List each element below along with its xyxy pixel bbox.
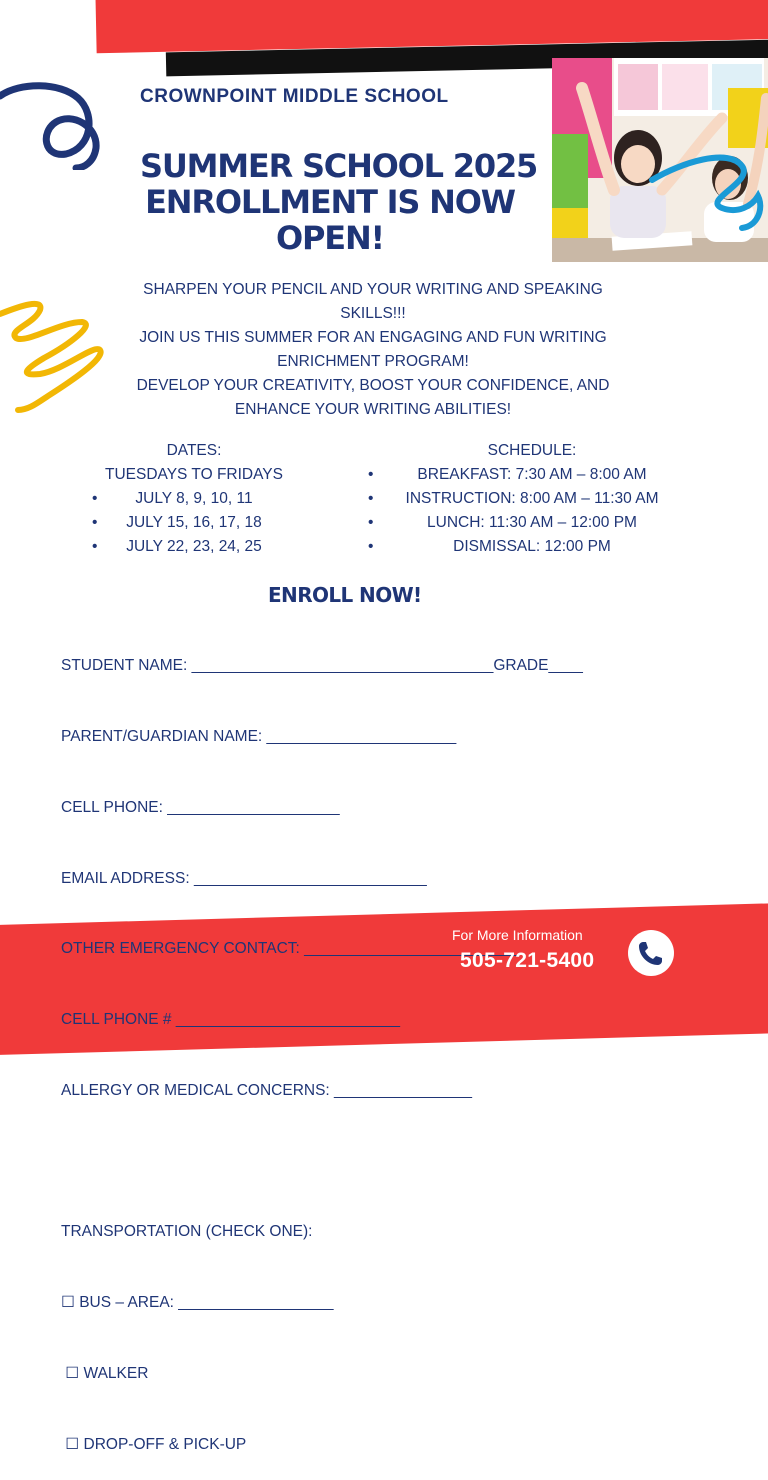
- list-item: [364, 535, 700, 559]
- navy-squiggle-decoration: [0, 78, 104, 170]
- dates-subheading: TUESDAYS TO FRIDAYS: [104, 466, 283, 483]
- enroll-now-heading: ENROLL NOW!: [268, 583, 422, 607]
- bullet-icon: •: [368, 538, 374, 555]
- bullet-icon: •: [92, 538, 98, 555]
- intro-paragraph: [100, 278, 646, 422]
- dates-section: [84, 439, 304, 559]
- list-item: [84, 511, 304, 535]
- schedule-text: INSTRUCTION: 8:00 AM – 11:30 AM: [405, 490, 659, 507]
- schedule-text: BREAKFAST: 7:30 AM – 8:00 AM: [417, 466, 647, 483]
- intro-line: SHARPEN YOUR PENCIL AND YOUR WRITING AND SPEAKING: [143, 281, 603, 298]
- transportation-heading: TRANSPORTATION (CHECK ONE):: [61, 1223, 313, 1241]
- cell-phone-field[interactable]: CELL PHONE: ____________________: [61, 798, 340, 816]
- headline-line-2: ENROLLMENT IS NOW: [145, 183, 515, 221]
- allergy-field[interactable]: ALLERGY OR MEDICAL CONCERNS: ________________: [61, 1081, 472, 1099]
- children-raising-hands-illustration: [552, 58, 768, 262]
- headline-line-3: OPEN!: [276, 219, 384, 257]
- date-text: JULY 22, 23, 24, 25: [126, 538, 262, 555]
- phone-icon: [628, 930, 674, 976]
- student-name-field[interactable]: STUDENT NAME: ___________________________________GRADE____: [61, 657, 583, 675]
- classroom-photo: [552, 58, 768, 262]
- schedule-text: DISMISSAL: 12:00 PM: [453, 538, 611, 555]
- bullet-icon: •: [92, 490, 98, 507]
- school-name: CROWNPOINT MIDDLE SCHOOL: [140, 86, 449, 107]
- list-item: [364, 463, 700, 487]
- intro-line: DEVELOP YOUR CREATIVITY, BOOST YOUR CONFIDENCE, AND: [136, 377, 610, 394]
- more-info-label: For More Information: [452, 927, 583, 943]
- dropoff-checkbox[interactable]: ☐ DROP-OFF & PICK-UP: [61, 1435, 247, 1453]
- dates-list: [84, 487, 304, 559]
- page-title: [140, 147, 538, 257]
- intro-line: ENHANCE YOUR WRITING ABILITIES!: [234, 401, 512, 418]
- list-item: [84, 535, 304, 559]
- schedule-list: [364, 463, 700, 559]
- schedule-section: [364, 439, 700, 559]
- form-spacer: [61, 1150, 701, 1174]
- dates-heading: DATES:: [166, 442, 222, 459]
- parent-name-field[interactable]: PARENT/GUARDIAN NAME: ______________________: [61, 727, 457, 745]
- walker-checkbox[interactable]: ☐ WALKER: [61, 1365, 149, 1382]
- phone-number[interactable]: 505-721-5400: [460, 949, 595, 972]
- yellow-squiggle-decoration: [0, 292, 108, 414]
- bullet-icon: •: [92, 514, 98, 531]
- intro-line: SKILLS!!!: [340, 305, 406, 322]
- intro-line: JOIN US THIS SUMMER FOR AN ENGAGING AND FUN WRITING: [139, 329, 607, 346]
- enrollment-form: [61, 607, 701, 1480]
- email-field[interactable]: EMAIL ADDRESS: ___________________________: [61, 869, 427, 887]
- phone-handset-icon: [628, 930, 674, 976]
- list-item: [364, 487, 700, 511]
- bullet-icon: •: [368, 514, 374, 531]
- bullet-icon: •: [368, 466, 374, 483]
- emergency-contact-field[interactable]: OTHER EMERGENCY CONTACT: _________________________: [61, 940, 520, 958]
- bullet-icon: •: [368, 490, 374, 507]
- date-text: JULY 15, 16, 17, 18: [126, 514, 262, 531]
- list-item: [84, 487, 304, 511]
- schedule-text: LUNCH: 11:30 AM – 12:00 PM: [427, 514, 637, 531]
- headline-line-1: SUMMER SCHOOL 2025: [140, 147, 538, 185]
- list-item: [364, 511, 700, 535]
- intro-line: ENRICHMENT PROGRAM!: [277, 353, 469, 370]
- emergency-cell-phone-field[interactable]: CELL PHONE # __________________________: [61, 1011, 400, 1029]
- schedule-heading: SCHEDULE:: [487, 442, 577, 459]
- date-text: JULY 8, 9, 10, 11: [135, 490, 253, 507]
- bus-checkbox[interactable]: ☐ BUS – AREA: __________________: [61, 1294, 334, 1312]
